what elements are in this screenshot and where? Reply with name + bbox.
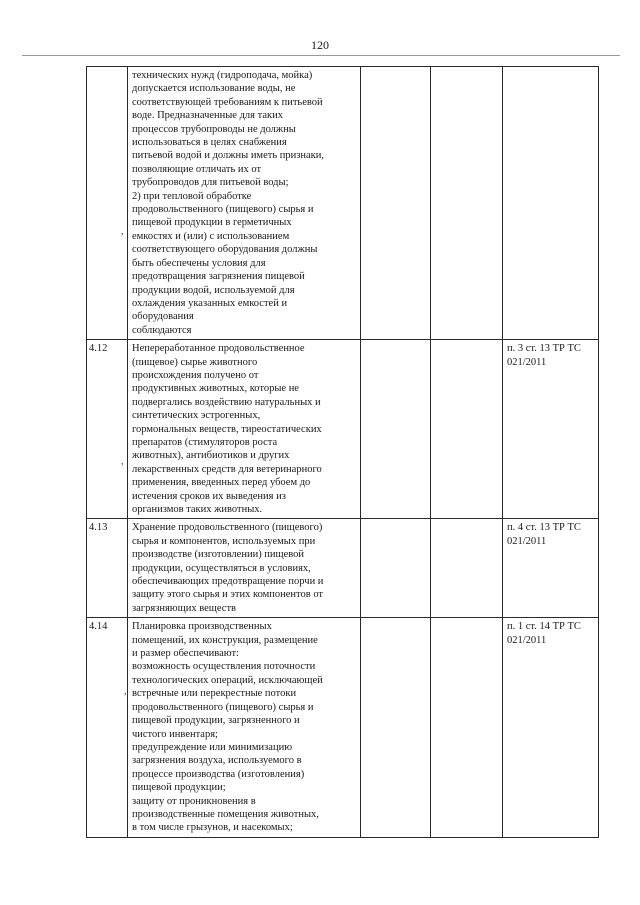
- requirement-line: продовольственного (пищевого) сырья и: [132, 701, 314, 713]
- requirement-line: допускается использование воды, не: [132, 83, 296, 95]
- requirement-line: позволяющие отличать их от: [132, 163, 262, 175]
- requirement-line: организмов таких животных.: [132, 504, 263, 515]
- requirement-line: применения, введенных перед убоем до: [132, 477, 311, 489]
- regulation-reference: п. 4 ст. 13 ТР ТС 021/2011: [503, 519, 599, 618]
- header-rule: [22, 55, 620, 56]
- empty-cell: [431, 340, 503, 519]
- requirement-line: сырья и компонентов, используемых при: [132, 535, 316, 547]
- regulation-reference: п. 1 ст. 14 ТР ТС 021/2011: [503, 618, 599, 838]
- requirement-line: животных), антибиотиков и других: [132, 450, 290, 462]
- requirement-line: продовольственного (пищевого) сырья и: [132, 204, 314, 216]
- requirement-text: [128, 67, 361, 340]
- empty-cell: [361, 340, 431, 519]
- empty-cell: [361, 618, 431, 838]
- requirement-line: продуктивных животных, которые не: [132, 383, 299, 395]
- pen-mark: ,: [124, 686, 127, 697]
- empty-cell: [361, 67, 431, 340]
- requirement-line: пищевой продукции;: [132, 782, 226, 794]
- requirement-line: соблюдаются: [132, 324, 192, 336]
- requirement-line: встречные или перекрестные потоки: [132, 688, 297, 700]
- requirement-line: защиту этого сырья и этих компонентов от: [132, 589, 324, 601]
- requirement-line: в том числе грызунов, и насекомых;: [132, 822, 293, 834]
- pen-mark: ,: [121, 456, 124, 467]
- table-row: [87, 618, 599, 838]
- requirement-line: технических нужд (гидроподача, мойка): [132, 70, 313, 81]
- requirement-line: помещений, их конструкция, размещение: [132, 634, 318, 646]
- requirement-line: Хранение продовольственного (пищевого): [132, 522, 323, 534]
- requirement-line: питьевой водой и должны иметь признаки,: [132, 150, 325, 162]
- row-number: 4.14: [87, 618, 128, 838]
- requirement-line: производственные помещения животных,: [132, 808, 319, 820]
- requirement-line: подвергались воздействию натуральных и: [132, 396, 321, 408]
- requirement-line: обеспечивающих предотвращение порчи и: [132, 576, 324, 588]
- requirement-line: соответствующей требованиям к питьевой: [132, 96, 323, 108]
- requirement-line: истечения сроков их выведения из: [132, 490, 286, 502]
- empty-cell: [361, 519, 431, 618]
- requirement-line: гормональных веществ, тиреостатических: [132, 423, 322, 435]
- requirement-line: процессов трубопроводы не должны: [132, 123, 296, 135]
- requirement-line: Непереработанное продовольственное: [132, 343, 305, 355]
- empty-cell: [431, 519, 503, 618]
- requirement-line: Планировка производственных: [132, 621, 272, 633]
- requirement-line: соответствующего оборудования должны: [132, 244, 318, 256]
- requirement-line: 2) при тепловой обработке: [132, 190, 252, 202]
- requirement-line: процессе производства (изготовления): [132, 768, 305, 780]
- requirement-line: происхождения получено от: [132, 369, 259, 381]
- requirement-line: пищевой продукции в герметичных: [132, 217, 292, 229]
- requirement-line: препаратов (стимуляторов роста: [132, 436, 278, 448]
- row-number: 4.13: [87, 519, 128, 618]
- requirement-line: синтетических эстрогенных,: [132, 410, 261, 422]
- pen-mark: ,: [121, 226, 124, 237]
- empty-cell: [431, 67, 503, 340]
- requirement-line: чистого инвентаря;: [132, 728, 218, 740]
- table-row: [87, 340, 599, 519]
- requirement-line: загрязнения воздуха, используемого в: [132, 755, 302, 767]
- requirement-line: продукции водой, используемой для: [132, 284, 295, 296]
- requirement-line: технологических операций, исключающей: [132, 674, 323, 686]
- requirement-line: и размер обеспечивают:: [132, 648, 239, 660]
- requirement-line: защиту от проникновения в: [132, 795, 256, 807]
- requirement-line: загрязняющих веществ: [132, 602, 236, 614]
- requirement-line: воде. Предназначенные для таких: [132, 110, 283, 122]
- requirement-text: [128, 340, 361, 519]
- requirement-line: продукции, осуществляться в условиях,: [132, 562, 311, 574]
- table-row: [87, 67, 599, 340]
- requirements-table: [86, 66, 599, 838]
- requirement-line: охлаждения указанных емкостей и: [132, 297, 288, 309]
- requirement-line: лекарственных средств для ветеринарного: [132, 463, 322, 475]
- requirement-line: оборудования: [132, 311, 194, 323]
- table-row: [87, 519, 599, 618]
- requirements-table-body: [87, 67, 599, 838]
- requirement-line: емкостях и (или) с использованием: [132, 230, 290, 242]
- row-number: 4.12: [87, 340, 128, 519]
- empty-cell: [431, 618, 503, 838]
- requirement-line: возможность осуществления поточности: [132, 661, 316, 673]
- requirement-line: быть обеспечены условия для: [132, 257, 266, 269]
- regulation-reference: п. 3 ст. 13 ТР ТС 021/2011: [503, 340, 599, 519]
- requirement-line: трубопроводов для питьевой воды;: [132, 177, 289, 189]
- regulation-reference: [503, 67, 599, 340]
- requirement-text: [128, 618, 361, 838]
- requirement-line: (пищевое) сырье животного: [132, 356, 258, 368]
- requirement-line: производстве (изготовлении) пищевой: [132, 549, 305, 561]
- requirement-text: [128, 519, 361, 618]
- requirement-line: предотвращения загрязнения пищевой: [132, 271, 305, 283]
- page-number: 120: [311, 38, 329, 52]
- row-number: [87, 67, 128, 340]
- requirement-line: предупреждение или минимизацию: [132, 741, 293, 753]
- requirement-line: пищевой продукции, загрязненного и: [132, 715, 300, 727]
- requirement-line: использоваться в целях снабжения: [132, 137, 287, 149]
